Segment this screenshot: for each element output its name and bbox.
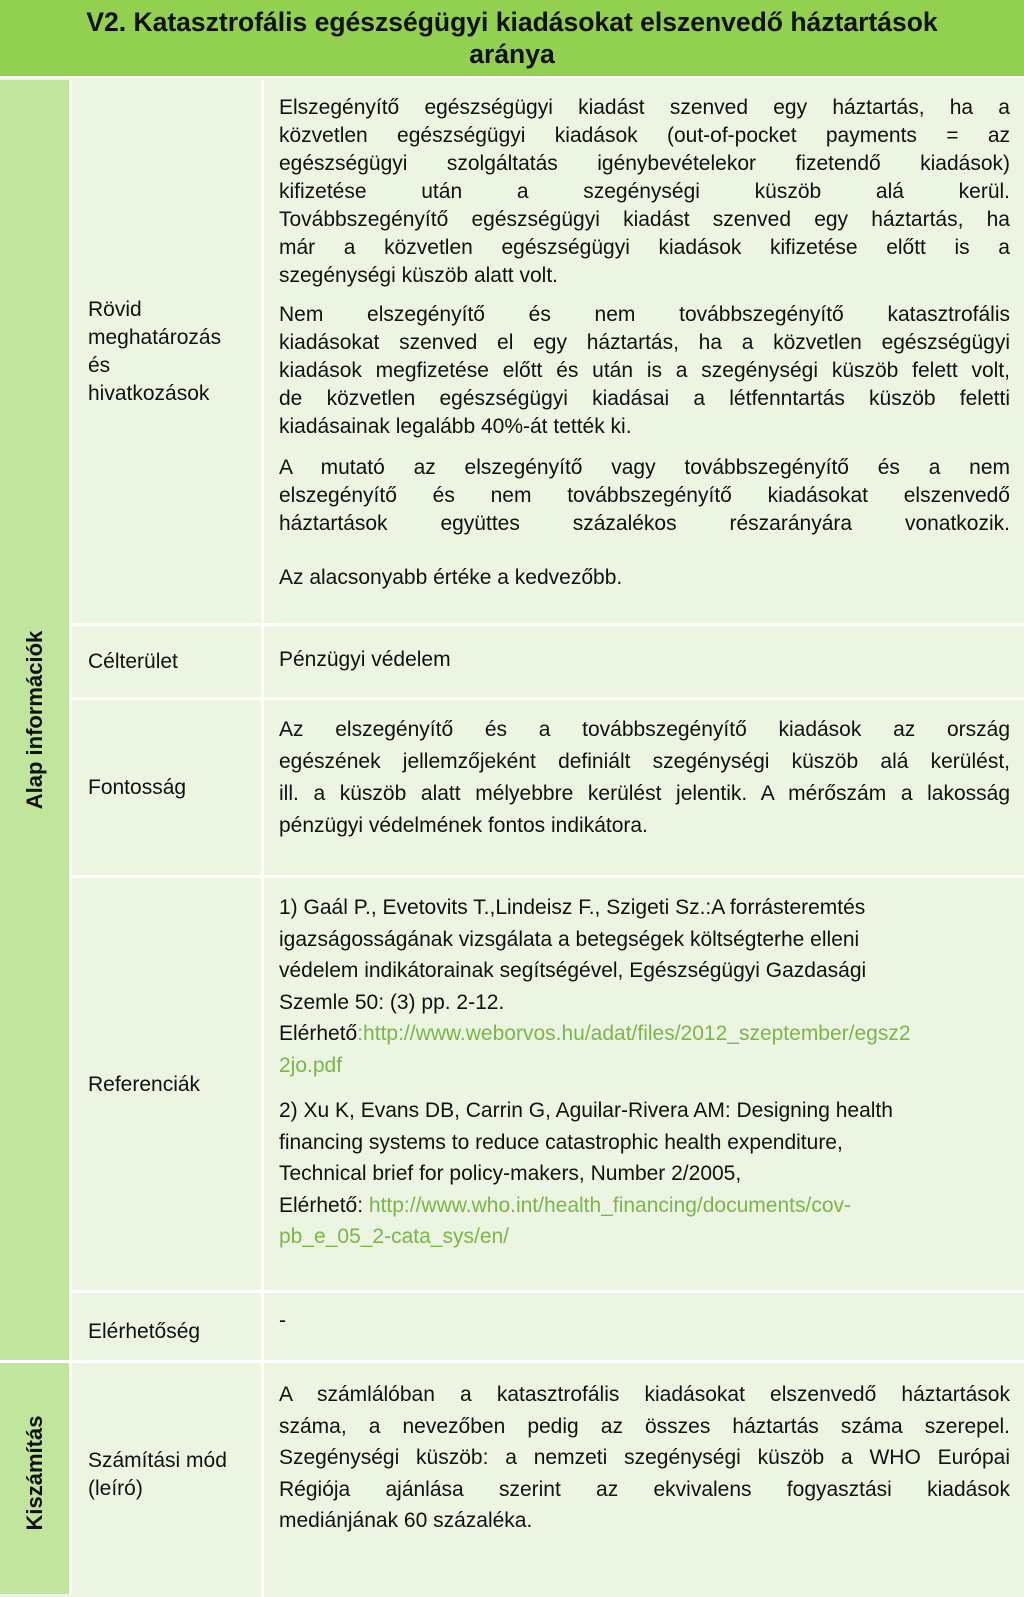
label-line: hivatkozások (88, 381, 210, 405)
text-line: A mutató az elszegényítő vagy továbbszegényítő és a nem (279, 456, 1010, 479)
text-line: elszegényítő és nem továbbszegényítő kiadásokat elszenvedő (279, 484, 1010, 507)
available-label: Elérhető (279, 1022, 358, 1045)
title-line-1: V2. Katasztrofális egészségügyi kiadásokat elszenvedő háztartások (86, 7, 938, 37)
label-szamitasi-mod (72, 1363, 264, 1597)
label-line: Számítási mód (88, 1449, 227, 1472)
text-line: Technical brief for policy-makers, Number 2/2005, (279, 1162, 742, 1185)
value-referenciak (264, 878, 1024, 1291)
text-line: Az elszegényítő és a továbbszegényítő kiadások az ország (279, 718, 1010, 741)
reference-1-link-cont[interactable]: 2jo.pdf (279, 1053, 343, 1077)
category-kiszamitas (0, 1360, 72, 1594)
text-line: Szemle 50: (3) pp. 2-12. (279, 990, 505, 1014)
value-szamitasi-mod (264, 1363, 1024, 1597)
reference-2-link[interactable]: http://www.who.int/health_financing/documents/cov- (368, 1193, 851, 1217)
row-referenciak (72, 875, 1024, 1291)
text-line: egészének jellemzőjeként definiált szegénységi küszöb alá kerülést, (279, 750, 1010, 773)
page-title (0, 0, 1024, 78)
row-rovid-meghatarozas (72, 80, 1024, 623)
text-line: szegénységi küszöb alatt volt. (279, 264, 558, 287)
text-line: kiadások megfizetése előtt és után is a szegénységi küszöb felett volt, (279, 359, 1010, 382)
text-line: pénzügyi védelmének fontos indikátora. (279, 814, 648, 837)
text-line: egészségügyi szolgáltatás igénybevételekor fizetendő kiadások) (279, 152, 1010, 175)
category-label-alap: Alap információk (21, 630, 47, 810)
text-line: Elszegényítő egészségügyi kiadást szenved egy háztartás, ha a (279, 96, 1010, 119)
text-line: közvetlen egészségügyi kiadások (out-of-pocket payments = az (279, 124, 1010, 147)
text-line: Régiója ajánlása szerint az ekvivalens fogyasztási kiadások (279, 1477, 1010, 1501)
row-elerhetoseg (72, 1290, 1024, 1363)
text-line: háztartások együttes százalékos részarányára vonatkozik. (279, 512, 1010, 535)
label-rovid-meghatarozas (72, 80, 264, 623)
text-line: financing systems to reduce catastrophic health expenditure, (279, 1130, 843, 1154)
label-line: Rövid (88, 297, 142, 321)
value-rovid-meghatarozas (264, 80, 1024, 623)
row-fontossag (72, 697, 1024, 876)
label-line: (leíró) (88, 1477, 143, 1500)
label-referenciak: Referenciák (72, 878, 264, 1291)
value-fontossag (264, 700, 1024, 876)
text-line: száma, a nevezőben pedig az összes háztartás száma szerepel. (279, 1414, 1010, 1438)
text-line: Továbbszegényítő egészségügyi kiadást szenved egy háztartás, ha (279, 208, 1010, 231)
text-line: A számlálóban a katasztrofális kiadásokat elszenvedő háztartások (279, 1383, 1010, 1406)
value-elerhetoseg: - (279, 1309, 286, 1332)
text-line: Szegénységi küszöb: a nemzeti szegénységi küszöb a WHO Európai (279, 1446, 1010, 1469)
reference-2-link-cont[interactable]: pb_e_05_2-cata_sys/en/ (279, 1225, 510, 1248)
definition-paragraph-1 (279, 94, 1010, 290)
reference-1 (279, 892, 1010, 1081)
title-line-2: aránya (469, 39, 555, 69)
definition-paragraph-2 (279, 301, 1010, 441)
text-line: már a közvetlen egészségügyi kiadások kifizetése előtt is a (279, 236, 1010, 259)
text-line: kiadásainak legalább 40%-át tették ki. (279, 415, 632, 438)
category-label-kiszamitas: Kiszámítás (21, 1415, 47, 1531)
label-line: és (88, 353, 111, 377)
reference-2 (279, 1095, 1010, 1253)
text-line: ill. a küszöb alatt mélyebbre kerülést jelentik. A mérőszám a lakosság (279, 782, 1010, 805)
label-elerhetoseg: Elérhetőség (72, 1293, 264, 1363)
value-celterulet: Pénzügyi védelem (279, 648, 451, 671)
text-line: de közvetlen egészségügyi kiadásai a létfenntartás küszöb feletti (279, 387, 1010, 410)
text-line: Nem elszegényítő és nem továbbszegényítő katasztrofális (279, 303, 1010, 326)
label-fontossag: Fontosság (72, 700, 264, 876)
definition-paragraph-4: Az alacsonyabb értéke a kedvezőbb. (279, 566, 623, 589)
text-line: kiadásokat szenved el egy háztartás, ha a közvetlen egészségügyi (279, 331, 1010, 354)
available-label: Elérhető: (279, 1193, 369, 1217)
label-line: meghatározás (88, 325, 222, 349)
definition-paragraph-3 (279, 454, 1010, 538)
row-celterulet (72, 623, 1024, 698)
row-szamitasi-mod (72, 1360, 1024, 1597)
text-line: mediánjának 60 százaléka. (279, 1509, 533, 1532)
text-line: 2) Xu K, Evans DB, Carrin G, Aguilar-Rivera AM: Designing health (279, 1099, 893, 1122)
text-line: védelem indikátorainak segítségével, Egészségügyi Gazdasági (279, 959, 867, 982)
text-line: 1) Gaál P., Evetovits T.,Lindeisz F., Szigeti Sz.:A forrásteremtés (279, 896, 866, 919)
reference-1-link[interactable]: :http://www.weborvos.hu/adat/files/2012_szeptember/egsz2 (357, 1022, 911, 1045)
label-celterulet: Célterület (72, 626, 264, 698)
text-line: igazságosságának vizsgálata a betegségek költségterhe elleni (279, 927, 860, 951)
category-alap-informaciok (0, 80, 72, 1360)
text-line: kifizetése után a szegénységi küszöb alá kerül. (279, 180, 1010, 203)
